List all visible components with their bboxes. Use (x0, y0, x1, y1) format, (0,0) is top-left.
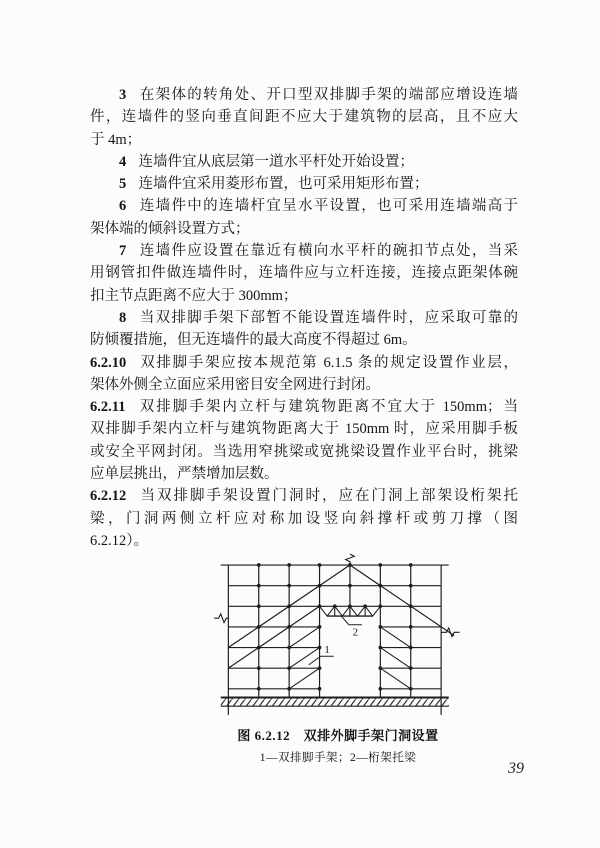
text-line: 双排脚手架内立杆与建筑物距离大于 150mm 时，应采用脚手板 (90, 421, 518, 438)
text-line: 架体端的倾斜设置方式； (90, 220, 250, 237)
jamb-diagonals (289, 627, 411, 689)
label-scaffold: 1 (324, 643, 330, 656)
ground-hatch (221, 697, 449, 706)
text-line: 架体外侧全立面应采用密目安全网进行封闭。 (90, 376, 380, 393)
page-number: 39 (508, 760, 524, 777)
text-line: 应单层挑出，严禁增加层数。 (90, 466, 279, 483)
figure-legend: 1—双排脚手架；2—桁架托梁 (259, 752, 417, 764)
text-line: 3 在架体的转角处、开口型双排脚手架的端部应增设连墙 (119, 87, 518, 103)
text-line: 扣主节点距离不应大于 300mm； (90, 287, 298, 304)
text-line: 防倾覆措施，但无连墙件的最大高度不得超过 6m。 (90, 332, 417, 349)
text-line: 6.2.12）。 (90, 532, 148, 549)
label-truss: 2 (352, 626, 359, 639)
text-line: 7 连墙件应设置在靠近有横向水平杆的碗扣节点处，当采 (119, 243, 518, 260)
text-line: 件，连墙件的竖向垂直间距不应大于建筑物的层高，且不应大 (90, 109, 518, 126)
figure-caption: 图 6.2.12 双排外脚手架门洞设置 (237, 728, 439, 743)
figure-labels (309, 616, 362, 665)
figure (212, 552, 464, 765)
text-line: 6.2.11 双排脚手架内立杆与建筑物距离不宜大于 150mm；当 (90, 399, 518, 416)
text-line: 用钢管扣件做连墙件时，连墙件应与立杆连接，连接点距架体碗 (90, 265, 518, 282)
text-line: 于 4m； (90, 131, 142, 148)
text-line: 梁，门洞两侧立杆应对称加设竖向斜撑杆或剪刀撑（图 (90, 510, 518, 527)
break-symbols (214, 554, 459, 636)
scaffold-standards (228, 565, 441, 715)
scaffold-door-opening-diagram (212, 552, 464, 717)
scaffold-ledgers (221, 565, 449, 689)
text-line: 或安全平网封闭。当选用窄挑梁或宽挑梁设置作业平台时，挑梁 (90, 443, 518, 460)
text-line: 4 连墙件宜从底层第一道水平杆处开始设置； (119, 153, 415, 170)
text-line: 6 连墙件中的连墙杆宜呈水平设置，也可采用连墙端高于 (119, 198, 518, 215)
text-line: 8 当双排脚手架下部暂不能设置连墙件时，应采取可靠的 (119, 309, 518, 326)
text-line: 6.2.12 当双排脚手架设置门洞时，应在门洞上部架设桁架托 (90, 488, 518, 505)
text-line: 5 连墙件宜采用菱形布置，也可采用矩形布置； (119, 176, 429, 193)
text-line: 6.2.10 双排脚手架应按本规范第 6.1.5 条的规定设置作业层， (90, 354, 518, 371)
text-block (90, 84, 518, 552)
